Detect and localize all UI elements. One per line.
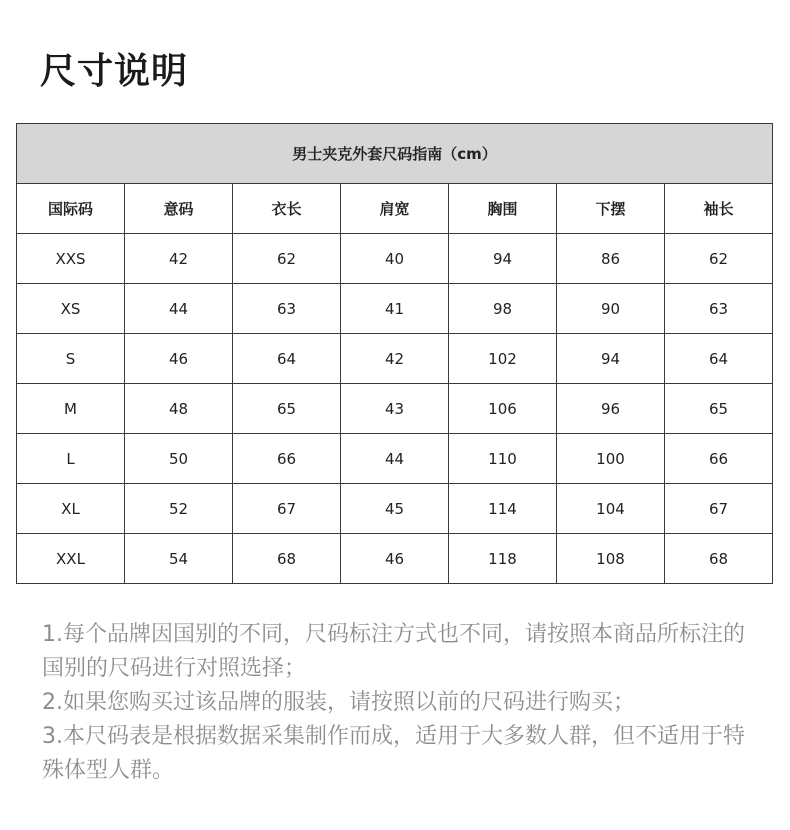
table-cell: 62 [233, 234, 341, 284]
table-cell: 67 [665, 484, 773, 534]
table-cell: 68 [665, 534, 773, 584]
table-cell: 62 [665, 234, 773, 284]
size-chart-table [16, 123, 773, 584]
table-cell: 42 [125, 234, 233, 284]
header-shoulder: 肩宽 [341, 184, 449, 234]
table-row [17, 384, 773, 434]
table-cell: 86 [557, 234, 665, 284]
table-cell: 65 [233, 384, 341, 434]
table-cell: 98 [449, 284, 557, 334]
header-hem: 下摆 [557, 184, 665, 234]
table-cell: 63 [665, 284, 773, 334]
table-cell: S [17, 334, 125, 384]
size-notes [42, 618, 762, 788]
table-cell: 110 [449, 434, 557, 484]
header-sleeve: 袖长 [665, 184, 773, 234]
table-cell: L [17, 434, 125, 484]
table-cell: 41 [341, 284, 449, 334]
note-3: 3.本尺码表是根据数据采集制作而成，适用于大多数人群，但不适用于特殊体型人群。 [42, 724, 745, 783]
table-cell: 66 [665, 434, 773, 484]
table-cell: 46 [341, 534, 449, 584]
table-cell: XXL [17, 534, 125, 584]
note-2: 2.如果您购买过该品牌的服装，请按照以前的尺码进行购买； [42, 690, 635, 715]
table-cell: 44 [125, 284, 233, 334]
table-header-row [17, 184, 773, 234]
table-cell: 52 [125, 484, 233, 534]
table-cell: 96 [557, 384, 665, 434]
table-cell: 94 [557, 334, 665, 384]
table-row [17, 484, 773, 534]
header-chest: 胸围 [449, 184, 557, 234]
header-international-size: 国际码 [17, 184, 125, 234]
table-cell: 114 [449, 484, 557, 534]
table-cell: 64 [665, 334, 773, 384]
table-cell: 68 [233, 534, 341, 584]
table-row [17, 534, 773, 584]
table-cell: XXS [17, 234, 125, 284]
table-cell: 65 [665, 384, 773, 434]
table-cell: 48 [125, 384, 233, 434]
table-caption: 男士夹克外套尺码指南（cm） [17, 124, 773, 184]
table-cell: 44 [341, 434, 449, 484]
table-cell: 106 [449, 384, 557, 434]
table-cell: 108 [557, 534, 665, 584]
table-row [17, 234, 773, 284]
table-row [17, 434, 773, 484]
table-cell: 90 [557, 284, 665, 334]
table-cell: 67 [233, 484, 341, 534]
table-cell: 50 [125, 434, 233, 484]
table-cell: XS [17, 284, 125, 334]
table-cell: 42 [341, 334, 449, 384]
table-caption-row [17, 124, 773, 184]
table-cell: 100 [557, 434, 665, 484]
table-cell: 66 [233, 434, 341, 484]
table-row [17, 284, 773, 334]
table-cell: 118 [449, 534, 557, 584]
table-cell: 40 [341, 234, 449, 284]
table-cell: 94 [449, 234, 557, 284]
page-title: 尺寸说明 [40, 51, 189, 92]
table-cell: 46 [125, 334, 233, 384]
table-cell: 63 [233, 284, 341, 334]
table-cell: 45 [341, 484, 449, 534]
table-cell: 64 [233, 334, 341, 384]
table-cell: 54 [125, 534, 233, 584]
table-cell: 102 [449, 334, 557, 384]
table-cell: 104 [557, 484, 665, 534]
header-length: 衣长 [233, 184, 341, 234]
header-italian-size: 意码 [125, 184, 233, 234]
table-cell: XL [17, 484, 125, 534]
table-cell: 43 [341, 384, 449, 434]
note-1: 1.每个品牌因国别的不同，尺码标注方式也不同，请按照本商品所标注的国别的尺码进行对照选择； [42, 622, 745, 681]
table-row [17, 334, 773, 384]
table-cell: M [17, 384, 125, 434]
